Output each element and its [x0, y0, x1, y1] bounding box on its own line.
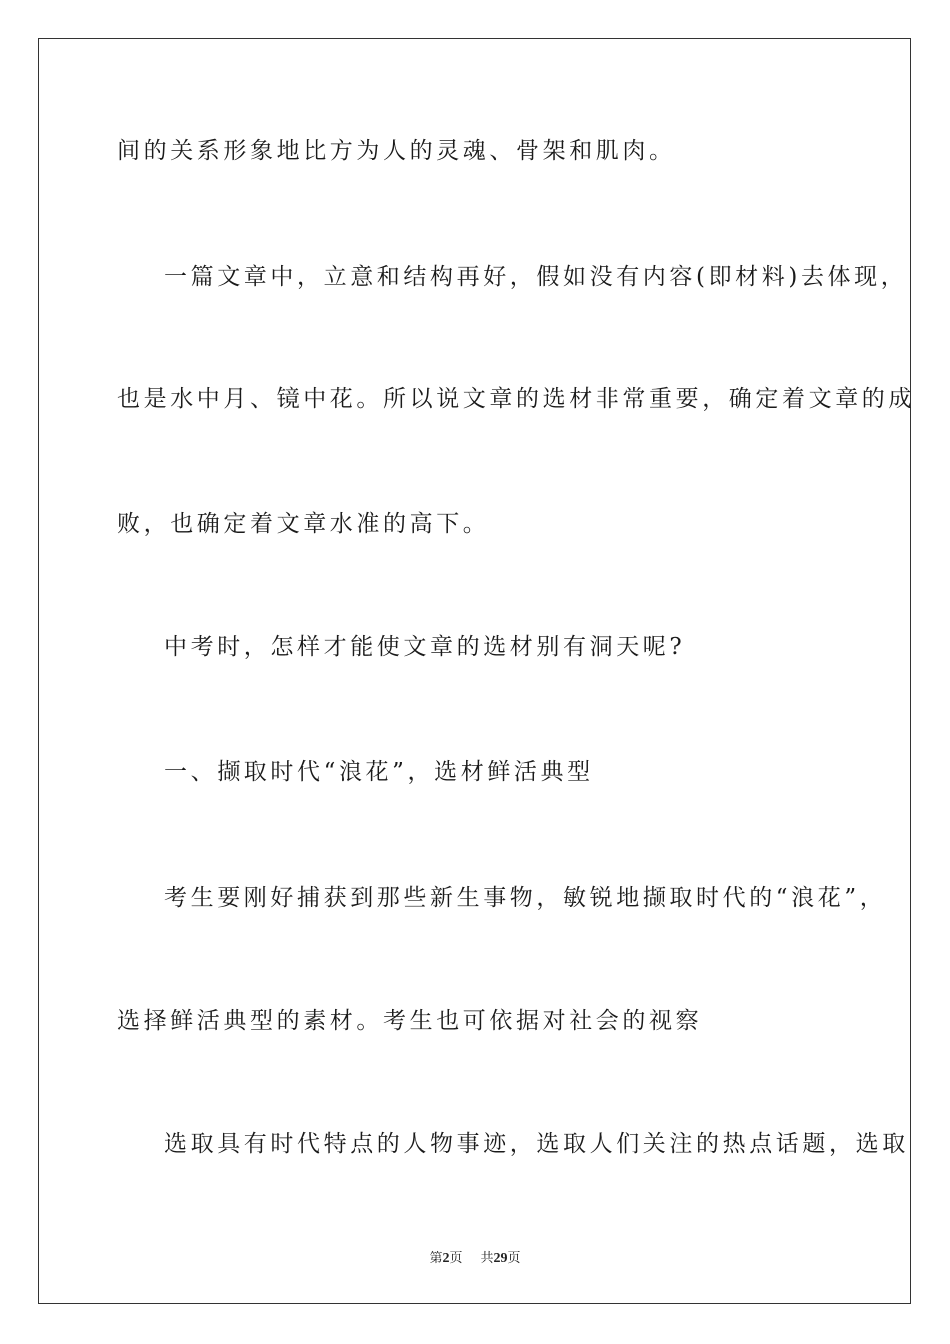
page-border: [38, 38, 911, 1304]
paragraph-line-3: 也是水中月、镜中花。所以说文章的选材非常重要，确定着文章的成: [117, 386, 915, 412]
paragraph-line-5: 中考时，怎样才能使文章的选材别有洞天呢?: [164, 634, 686, 660]
paragraph-line-2: 一篇文章中，立意和结构再好，假如没有内容(即材料)去体现，: [164, 264, 908, 290]
paragraph-line-9: 选取具有时代特点的人物事迹，选取人们关注的热点话题，选取: [164, 1131, 909, 1157]
paragraph-line-1: 间的关系形象地比方为人的灵魂、骨架和肌肉。: [117, 138, 676, 164]
paragraph-line-8: 选择鲜活典型的素材。考生也可依据对社会的视察: [117, 1008, 703, 1034]
paragraph-line-7: 考生要刚好捕获到那些新生事物，敏锐地撷取时代的“浪花”，: [164, 885, 887, 911]
section-heading: 一、撷取时代“浪花”，选材鲜活典型: [164, 759, 594, 785]
footer-page-prefix: 第: [429, 1251, 443, 1266]
paragraph-line-4: 败，也确定着文章水准的高下。: [117, 511, 490, 537]
footer-page-number: 2: [442, 1251, 450, 1266]
footer-total-prefix: 共: [480, 1251, 494, 1266]
footer-total-suffix: 页: [507, 1251, 521, 1266]
page-footer: [0, 1247, 950, 1267]
footer-total-pages: 29: [493, 1251, 508, 1266]
footer-page-suffix: 页: [449, 1251, 463, 1266]
